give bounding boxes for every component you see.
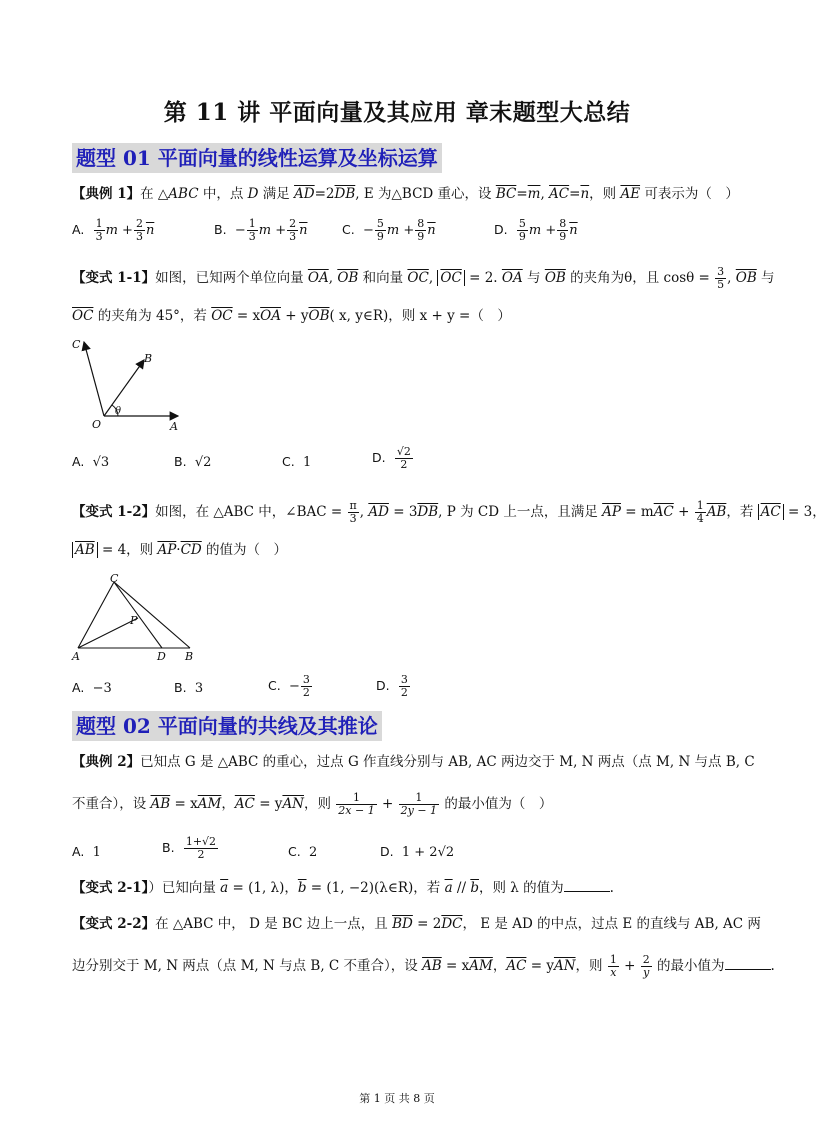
option-value: √3 — [92, 455, 110, 470]
label-a: A — [170, 420, 178, 433]
question-tag: 【变式 2-1】 — [72, 880, 149, 896]
text: , — [540, 186, 550, 202]
option-label: C. — [282, 454, 295, 469]
question-tag: 【典例 1】 — [72, 186, 141, 202]
options-q1 — [72, 218, 632, 248]
numerator: √2 — [396, 445, 411, 458]
fraction — [301, 674, 312, 699]
label-d: D — [157, 650, 166, 663]
text: 与 — [756, 270, 775, 286]
option-label: C. — [342, 222, 355, 237]
answer-blank — [564, 879, 610, 892]
denominator: 9 — [518, 230, 526, 243]
fraction — [247, 218, 258, 243]
question-tag: 【变式 1-1】 — [72, 270, 156, 286]
question-variant-2-1 — [72, 878, 726, 898]
question-example-2 — [72, 752, 755, 772]
question-variant-1-1-line2 — [72, 306, 726, 326]
option-c — [268, 674, 313, 699]
option-b — [214, 218, 307, 243]
option-label: D. — [376, 678, 390, 693]
vector: $\overline{AC}$ — [234, 796, 255, 812]
segment-bc — [114, 582, 190, 648]
denominator: 9 — [417, 230, 425, 243]
text: 的夹角为θ，且 cosθ = — [565, 270, 715, 286]
options-q4 — [72, 835, 512, 870]
vector: $\overline{AD}$ — [294, 186, 315, 202]
numerator: 5 — [518, 217, 526, 230]
text: 已知点 G 是 △ABC 的重心，过点 G 作直线分别与 AB, AC 两边交于 M, N 两点（点 M, N 与点 B, C — [140, 754, 755, 770]
vector: $\overline{AB}$ — [75, 542, 95, 558]
fraction — [517, 218, 528, 243]
text: 可表示为（ ） — [640, 186, 739, 202]
options-q3 — [72, 673, 472, 708]
vector: $\overline{AB}$ — [706, 504, 727, 520]
option-label: D. — [494, 222, 508, 237]
vector: $\overline{CD}$ — [180, 542, 202, 558]
vector: $\overline{AM}$ — [197, 796, 222, 812]
fraction — [287, 218, 298, 243]
vector: $\overline{DB}$ — [417, 504, 439, 520]
option-d — [494, 218, 578, 243]
text: − — [362, 223, 374, 238]
vector: $\overline{AN}$ — [282, 796, 304, 812]
label-b: B — [185, 650, 194, 663]
numerator: 1 — [248, 217, 256, 230]
denominator: 9 — [376, 230, 384, 243]
text: . — [609, 880, 614, 896]
option-b — [162, 836, 219, 861]
vector: $\overline{AB}$ — [150, 796, 171, 812]
option-d — [376, 674, 411, 699]
text: . — [770, 958, 775, 974]
text: − — [288, 679, 300, 694]
vector: $\overline{OB}$ — [337, 270, 359, 286]
vector: $\overline{OB}$ — [308, 308, 330, 324]
label-c: C — [110, 572, 119, 585]
vector: $\overline{AM}$ — [469, 958, 493, 974]
text: 和向量 — [358, 270, 408, 286]
page-title: 第 11 讲 平面向量及其应用 章末题型大总结 — [163, 99, 631, 126]
question-tag: 【变式 2-2】 — [72, 916, 156, 932]
vector: $\overline{a}$ — [220, 880, 229, 896]
option-label: B. — [162, 840, 175, 855]
fraction — [415, 218, 426, 243]
label-b: B — [144, 352, 153, 365]
text: , — [328, 270, 338, 286]
text: = 2 — [412, 916, 442, 932]
numerator: 2 — [289, 217, 297, 230]
option-d — [372, 446, 414, 471]
numerator: 8 — [417, 217, 425, 230]
option-a — [72, 454, 109, 470]
text: = — [569, 186, 581, 202]
vector: $\overline{OC}$ — [407, 270, 429, 286]
vector: $\overline{OC}$ — [211, 308, 233, 324]
numerator: 8 — [559, 217, 567, 230]
vector: $\overline{OA}$ — [307, 270, 329, 286]
text: D — [247, 186, 259, 202]
label-o: O — [92, 418, 102, 431]
text: 边分别交于 M, N 两点（点 M, N 与点 B, C 不重合），设 — [72, 958, 423, 974]
question-variant-2-2 — [72, 914, 761, 934]
fraction — [395, 446, 413, 471]
answer-blank — [725, 957, 771, 970]
option-label: B. — [214, 222, 227, 237]
vector: $\overline{OB}$ — [544, 270, 566, 286]
denominator: 3 — [248, 230, 256, 243]
text: // — [452, 880, 471, 896]
text: = 3 — [388, 504, 418, 520]
option-b — [174, 680, 203, 696]
option-b — [174, 454, 211, 470]
vector: $\overline{DC}$ — [441, 916, 463, 932]
text: = — [516, 186, 528, 202]
text: 在 — [140, 186, 158, 202]
numerator: π — [349, 499, 357, 512]
vector: $\overline{OC}$ — [72, 308, 94, 324]
text: − — [234, 223, 246, 238]
vector: $\overline{n}$ — [569, 223, 578, 238]
text: ，则 λ 的值为 — [478, 880, 564, 896]
text: 如图，在 △ABC 中，∠BAC = — [155, 504, 347, 520]
text: ，若 — [726, 504, 758, 520]
fraction — [641, 954, 652, 979]
text: ，则 — [575, 958, 607, 974]
option-value: 2 — [308, 845, 318, 860]
question-variant-1-2-line2 — [72, 540, 726, 560]
fraction — [348, 500, 359, 525]
option-value: 1 + 2√2 — [401, 845, 455, 860]
option-label: B. — [174, 680, 187, 695]
option-label: D. — [380, 844, 394, 859]
option-label: A. — [72, 680, 85, 695]
denominator: 3 — [289, 230, 297, 243]
text: = x — [170, 796, 198, 812]
vector: $\overline{AB}$ — [422, 958, 442, 974]
option-value: 3 — [194, 681, 204, 696]
text: = 4，则 — [97, 542, 158, 558]
vector: $\overline{AD}$ — [368, 504, 389, 520]
numerator: 3 — [302, 673, 310, 686]
vector: $\overline{n}$ — [427, 223, 436, 238]
fraction — [557, 218, 568, 243]
text: m + — [528, 223, 557, 238]
fraction — [94, 218, 105, 243]
denominator: 2 — [400, 458, 408, 471]
fraction — [375, 218, 386, 243]
segment-cd — [114, 582, 162, 648]
text: m + — [386, 223, 415, 238]
vector: $\overline{n}$ — [580, 186, 590, 202]
denominator: 2x − 1 — [338, 804, 375, 817]
numerator: 2 — [642, 953, 650, 966]
text: ，则 — [589, 186, 621, 202]
numerator: 1 — [95, 217, 103, 230]
text: ， — [492, 958, 507, 974]
text: m + — [105, 223, 133, 238]
options-q2 — [72, 445, 472, 482]
section-heading-2: 题型 02 平面向量的共线及其推论 — [72, 711, 382, 741]
option-value: 1 — [302, 455, 312, 470]
vector: $\overline{BD}$ — [392, 916, 413, 932]
denominator: 2y − 1 — [400, 804, 438, 817]
text: 满足 — [258, 186, 295, 202]
text: = 2. — [464, 270, 502, 286]
denominator: 2 — [400, 686, 408, 699]
section-heading-1: 题型 01 平面向量的线性运算及坐标运算 — [72, 143, 442, 173]
text: 在 △ABC 中， D 是 BC 边上一点，且 — [155, 916, 393, 932]
text: = x — [441, 958, 470, 974]
text: = 3， — [783, 504, 826, 520]
label-p: P — [130, 614, 138, 627]
text: = x — [232, 308, 261, 324]
text: = (1, λ)， — [228, 880, 298, 896]
numerator: 1 — [399, 792, 439, 805]
text: , E 为△BCD 重心，设 — [355, 186, 496, 202]
option-value: −3 — [92, 681, 112, 696]
numerator: 5 — [376, 217, 384, 230]
numerator: 1 — [336, 792, 376, 805]
text: 中，点 — [198, 186, 248, 202]
fraction — [336, 792, 376, 817]
text: 与 — [522, 270, 545, 286]
option-label: C. — [268, 678, 281, 693]
vector: $\overline{m}$ — [527, 186, 541, 202]
option-a — [72, 218, 154, 243]
option-label: C. — [288, 844, 301, 859]
option-d — [380, 844, 454, 860]
denominator: 3 — [135, 230, 143, 243]
text: 的最小值为（ ） — [440, 796, 553, 812]
option-label: A. — [72, 454, 85, 469]
text: 的值为（ ） — [201, 542, 288, 558]
label-theta: θ — [115, 406, 122, 417]
fraction — [134, 218, 145, 243]
text: = (1, −2)(λ∈R)，若 — [306, 880, 445, 896]
fraction — [695, 500, 706, 525]
figure-triangle-abc — [66, 572, 206, 662]
denominator: 5 — [717, 278, 725, 291]
text: = m — [620, 504, 654, 520]
fraction — [399, 674, 410, 699]
option-label: D. — [372, 450, 386, 465]
vector: $\overline{AC}$ — [653, 504, 674, 520]
numerator: 2 — [135, 217, 143, 230]
numerator: 3 — [717, 265, 725, 278]
text: = y — [254, 796, 283, 812]
vector: $\overline{n}$ — [145, 223, 155, 238]
vector: $\overline{b}$ — [470, 880, 479, 896]
option-a — [72, 844, 101, 860]
question-variant-1-1 — [72, 265, 775, 291]
option-a — [72, 680, 112, 696]
denominator: 4 — [696, 512, 704, 525]
text: ）已知向量 — [148, 880, 221, 896]
label-a: A — [72, 650, 80, 663]
vector: $\overline{AN}$ — [553, 958, 576, 974]
vector: $\overline{AC}$ — [760, 504, 781, 520]
option-value: √2 — [194, 455, 212, 470]
numerator: 3 — [400, 673, 408, 686]
segment-ap — [78, 618, 138, 648]
vector: $\overline{OB}$ — [735, 270, 757, 286]
question-example-2-line2 — [72, 792, 726, 817]
question-example-1 — [72, 184, 739, 204]
numerator: 1 — [609, 953, 617, 966]
label-c: C — [72, 338, 81, 351]
page-footer: 第 1 页 共 8 页 — [359, 1092, 435, 1105]
text: , P 为 CD 上一点，且满足 — [438, 504, 603, 520]
figure-vectors-oa-ob-oc — [60, 334, 200, 434]
question-tag: 【典例 2】 — [72, 754, 141, 770]
vector-oc-line — [84, 342, 104, 416]
option-c — [342, 218, 436, 243]
question-variant-1-2 — [72, 499, 826, 525]
text: 如图，已知两个单位向量 — [155, 270, 308, 286]
fraction — [715, 266, 726, 291]
option-label: B. — [174, 454, 187, 469]
vector-ob-line — [104, 360, 144, 416]
text: 的夹角为 45°，若 — [93, 308, 212, 324]
fraction — [399, 792, 439, 817]
text: △ABC — [157, 186, 199, 202]
text: m + — [258, 223, 287, 238]
denominator: x — [610, 966, 617, 979]
option-label: A. — [72, 222, 85, 237]
text: · — [176, 542, 181, 558]
text: + — [377, 796, 398, 812]
denominator: 2 — [302, 686, 310, 699]
numerator: 1+√2 — [185, 835, 217, 848]
fraction — [184, 836, 218, 861]
option-c — [288, 844, 317, 860]
vector: $\overline{OA}$ — [260, 308, 281, 324]
question-tag: 【变式 1-2】 — [72, 504, 156, 520]
vector: $\overline{b}$ — [297, 880, 307, 896]
vector: $\overline{AC}$ — [549, 186, 570, 202]
text: , — [359, 504, 369, 520]
fraction — [608, 954, 619, 979]
vector: $\overline{OA}$ — [501, 270, 523, 286]
vector: $\overline{AP}$ — [157, 542, 177, 558]
vector: $\overline{BC}$ — [495, 186, 517, 202]
segment-ac — [78, 582, 114, 648]
text: + — [673, 504, 694, 520]
text: ， — [221, 796, 235, 812]
text: 不重合），设 — [72, 796, 151, 812]
text: + — [619, 958, 640, 974]
denominator: 3 — [349, 512, 357, 525]
text: ，则 — [304, 796, 336, 812]
text: =2 — [314, 186, 335, 202]
vector: $\overline{AE}$ — [620, 186, 641, 202]
text: ( x, y∈R)，则 x + y =（ ） — [329, 308, 511, 324]
text: ， E 是 AD 的中点，过点 E 的直线与 AB, AC 两 — [462, 916, 761, 932]
text: 的最小值为 — [652, 958, 725, 974]
text: = y — [526, 958, 554, 974]
vector: $\overline{OC}$ — [440, 270, 462, 286]
option-label: A. — [72, 844, 85, 859]
numerator: 1 — [696, 499, 704, 512]
option-value: 1 — [92, 845, 101, 860]
option-c — [282, 454, 311, 470]
vector: $\overline{AC}$ — [506, 958, 527, 974]
text: , — [428, 270, 438, 286]
vector: $\overline{AP}$ — [602, 504, 621, 520]
denominator: 3 — [95, 230, 103, 243]
text: , — [727, 270, 736, 286]
text: + y — [280, 308, 309, 324]
denominator: 2 — [197, 848, 205, 861]
vector: $\overline{DB}$ — [334, 186, 356, 202]
vector: $\overline{a}$ — [444, 880, 453, 896]
denominator: y — [643, 966, 650, 979]
vector: $\overline{n}$ — [299, 223, 308, 238]
denominator: 9 — [559, 230, 567, 243]
question-variant-2-2-line2 — [72, 953, 775, 979]
